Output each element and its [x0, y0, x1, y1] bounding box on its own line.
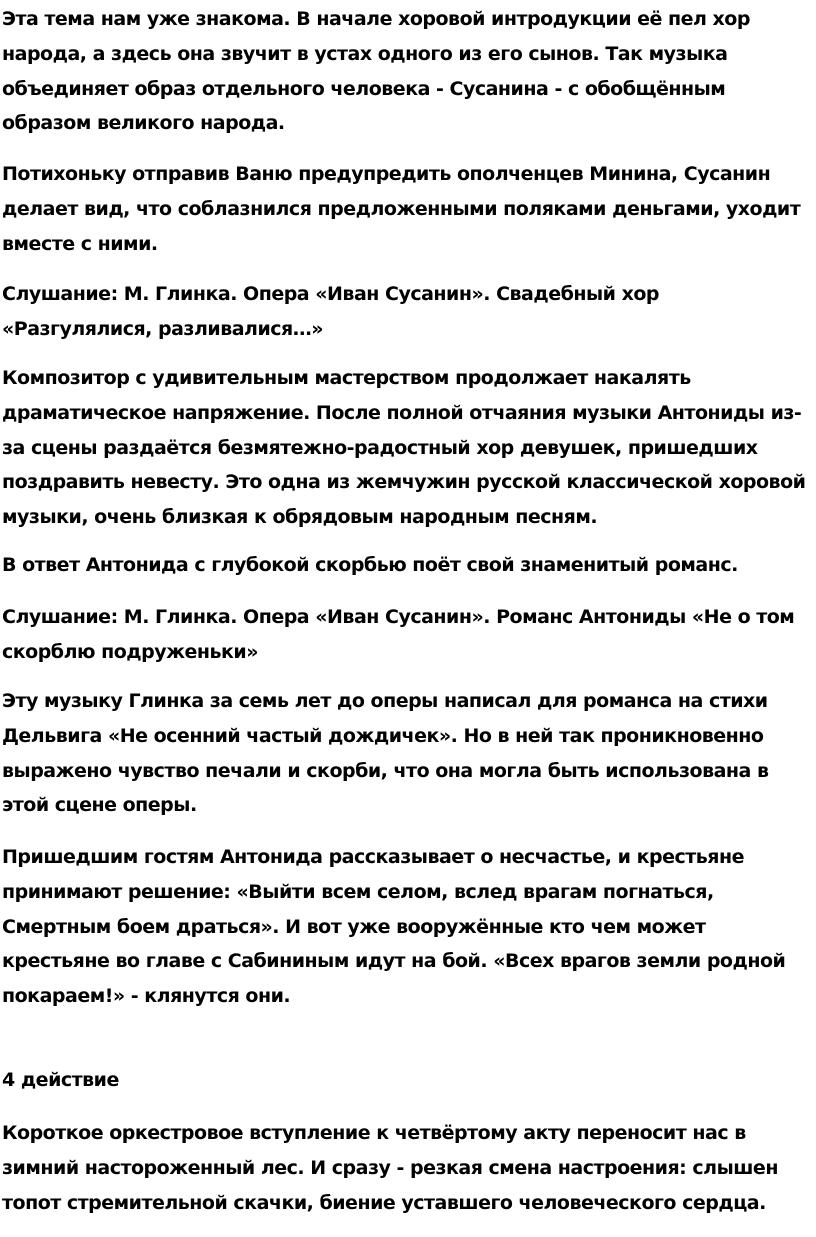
paragraph-vanya-sent: Потихоньку отправив Ваню предупредить ополченцев Минина, Сусанин делает вид, что соблазнился предложенными поляками деньгами, уходит вместе с ними. — [2, 163, 801, 255]
paragraph-peasants-decision: Пришедшим гостям Антонида рассказывает о несчастье, и крестьяне принимают решение: «Выйти всем селом, вслед врагам погнаться, Смертным боем драться». И вот уже вооружённые кто чем может крестьяне во главе с Сабининым идут на бой. «Всех врагов земли родной покараем!» - клянутся они. — [2, 846, 786, 1008]
paragraph-listening-romance: Слушание: М. Глинка. Опера «Иван Сусанин». Романс Антониды «Не о том скорблю подруженьки» — [2, 606, 795, 663]
section-heading-act-4: 4 действие — [2, 1069, 119, 1091]
paragraph-listening-wedding: Слушание: М. Глинка. Опера «Иван Сусанин». Свадебный хор «Разгулялися, разливалися…» — [2, 283, 660, 340]
paragraph-antonida-romance: В ответ Антонида с глубокой скорбью поёт свой знаменитый романс. — [2, 554, 738, 576]
paragraph-orchestral-intro: Короткое оркестровое вступление к четвёртому акту переносит нас в зимний настороженный лес. И сразу - резкая смена настроения: слышен топот стремительной скачки, биение уставшего человеческого сердца. — [2, 1122, 778, 1214]
paragraph-delvig-romance: Эту музыку Глинка за семь лет до оперы написал для романса на стихи Дельвига «Не осенний частый дождичек». Но в ней так проникновенно выражено чувство печали и скорби, что она могла быть использована в этой сцене оперы. — [2, 690, 769, 817]
paragraph-susanin-theme: Эта тема нам уже знакома. В начале хоровой интродукции её пел хор народа, а здесь она звучит в устах одного из его сынов. Так музыка объединяет образ отдельного человека - Сусанина - с обобщённым образом великого народа. — [2, 8, 750, 135]
paragraph-girls-chorus: Композитор с удивительным мастерством продолжает накалять драматическое напряжение. После полной отчаяния музыки Антониды из-за сцены раздаётся безмятежно-радостный хор девушек, пришедших поздравить невесту. Это одна из жемчужин русской классической хоровой музыки, очень близкая к обрядовым народным песням. — [2, 367, 806, 529]
